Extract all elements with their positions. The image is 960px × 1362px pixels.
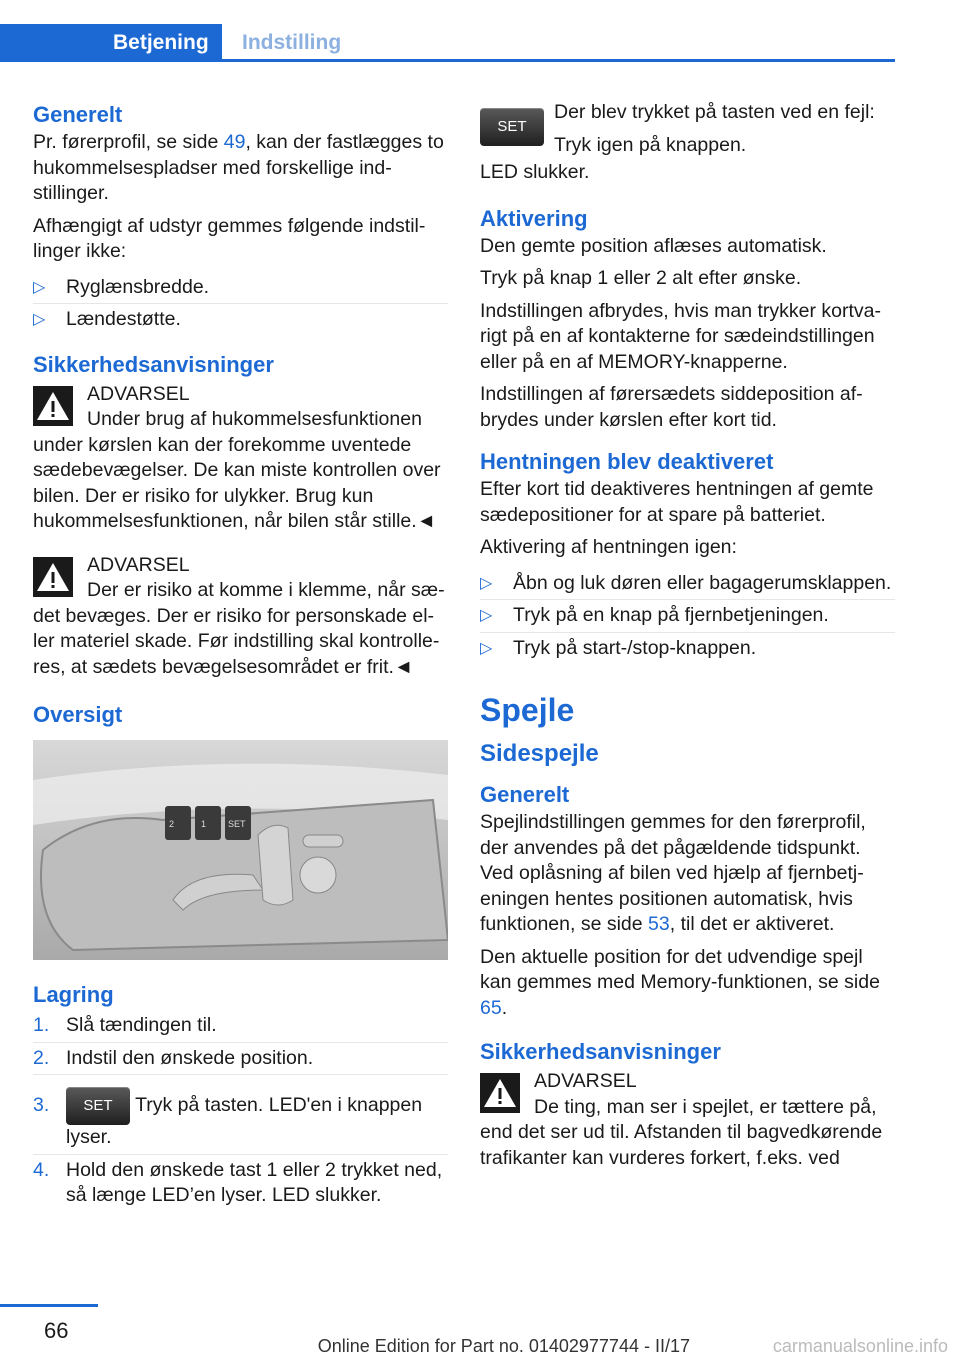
warning-title: ADVARSEL: [87, 553, 190, 576]
lagring-steps: [33, 1010, 448, 1212]
list-item-text: Ryglænsbredde.: [66, 275, 210, 298]
list-item: [480, 600, 895, 633]
warning-block-spejle: [480, 1067, 895, 1171]
aktivering-p1: Den gemte position aflæses automatisk.: [480, 234, 827, 257]
list-item: [33, 1075, 448, 1155]
list-item: [480, 633, 895, 665]
warning-text: Der er risiko at komme i klemme, når sædet bevæges. Der er risiko for personskade eller materiel skade. Før indstilling skal kontrolleres, at sædets bevægelsesområdet er frit.◄: [33, 579, 445, 678]
text-span: , kan der fastlægges to hukommelsespladser med forskellige indstillinger.: [33, 131, 444, 204]
warning-triangle-icon: [33, 386, 73, 426]
generelt-list: [33, 272, 448, 336]
text-span: Spejlindstillingen gemmes for den førerprofil, der anvendes på det pågældende tidspunkt. Ved oplåsning af bilen ved hjælp af fjernbetjeningen hentes positionen automatisk, hvis funktionen, se side: [480, 811, 866, 935]
hent-p1: Efter kort tid deaktiveres hentningen af gemte sædepositioner for at spare på batteriet.: [480, 478, 874, 526]
seat-button-2: 2: [169, 819, 175, 829]
aktivering-p4: Indstillingen af førersædets siddeposition afbrydes under kørslen efter kort tid.: [480, 383, 863, 431]
edition-text: Online Edition for Part no. 01402977744 - II/17: [317, 1336, 690, 1356]
spejle-p2: [480, 945, 895, 1022]
page-link-49[interactable]: 49: [223, 131, 246, 153]
step-number: 2.: [33, 1046, 50, 1069]
text-span: , til det er aktiveret.: [669, 913, 835, 935]
watermark-text: carmanualsonline.info: [772, 1336, 948, 1356]
warning-triangle-icon: [33, 557, 73, 597]
generelt-paragraph-1: [33, 130, 448, 207]
set-key-icon: SET: [480, 108, 544, 146]
hent-p2: Aktivering af hentningen igen:: [480, 536, 737, 558]
step-text: Hold den ønskede tast 1 eller 2 trykket ned, så længe LED’en lyser. LED slukker.: [66, 1158, 443, 1206]
step-number: 3.: [33, 1094, 50, 1116]
section-title-hentning: Hentningen blev deaktiveret: [480, 449, 774, 474]
page-link-65[interactable]: 65: [480, 996, 502, 1019]
warning-block-2: [33, 551, 448, 681]
step-number: 4.: [33, 1158, 50, 1181]
triangle-bullet-icon: ▷: [33, 278, 46, 296]
warning-title: ADVARSEL: [87, 382, 190, 405]
triangle-bullet-icon: ▷: [33, 311, 46, 328]
aktivering-p2: Tryk på knap 1 eller 2 alt efter ønske.: [480, 267, 802, 289]
set-key-icon: SET: [66, 1087, 130, 1125]
list-item: [480, 568, 895, 601]
list-item-text: Tryk på start-/stop-knappen.: [513, 636, 757, 659]
list-item-text: Lændestøtte.: [66, 308, 181, 330]
text-span: Den aktuelle position for det udvendige spejl kan gemmes med Memory-funktionen, se side: [480, 945, 880, 993]
section-title-sidespejle: Sidespejle: [480, 740, 599, 767]
seat-button-set: SET: [228, 819, 246, 829]
subsection-title-generelt: Generelt: [480, 782, 570, 807]
list-item: [33, 272, 448, 305]
list-item: [33, 1043, 448, 1076]
tab-indstilling[interactable]: Indstilling: [242, 31, 342, 54]
list-item: [33, 304, 448, 336]
left-column: [33, 100, 448, 1212]
section-title-sikkerhed: Sikkerhedsanvisninger: [33, 351, 274, 377]
warning-title: ADVARSEL: [534, 1070, 637, 1092]
spejle-p1: [480, 810, 895, 938]
generelt-paragraph-2: Afhængigt af udstyr gemmes følgende indstillinger ikke:: [33, 214, 426, 262]
right-column: [480, 100, 895, 1179]
step-number: 1.: [33, 1014, 50, 1036]
led-off-text: LED slukker.: [480, 161, 590, 183]
warning-block-1: [33, 380, 448, 535]
warning-text: Under brug af hukommelsesfunktionen under kørslen kan der forekomme uventede sædebevægelser. De kan miste kontrollen over bilen. Der er risiko for ulykker. Brug kun hukommelsesfunktionen, når bilen står stille.◄: [33, 408, 441, 532]
text-span: Pr. førerprofil, se side: [33, 131, 224, 153]
seat-button-1: 1: [201, 819, 207, 829]
step-text: Indstil den ønskede position.: [66, 1046, 314, 1069]
section-title-aktivering: Aktivering: [480, 205, 588, 231]
chapter-title-spejle: Spejle: [480, 692, 575, 728]
list-item-text: Tryk på en knap på fjernbetjeningen.: [513, 604, 829, 626]
page-link-53[interactable]: 53: [648, 913, 670, 935]
error-block: [480, 100, 895, 160]
step-text: Slå tændingen til.: [66, 1014, 217, 1036]
list-item: [33, 1155, 448, 1212]
hent-list: [480, 568, 895, 665]
seat-illustration: [33, 740, 448, 960]
triangle-bullet-icon: ▷: [480, 639, 493, 657]
footer-rule: [0, 1304, 98, 1307]
header-rule: [0, 59, 895, 62]
error-line-2: Tryk igen på knappen.: [554, 133, 747, 156]
list-item-text: Åbn og luk døren eller bagagerumsklappen.: [513, 571, 892, 594]
triangle-bullet-icon: ▷: [480, 574, 493, 592]
warning-text: De ting, man ser i spejlet, er tættere på, end det ser ud til. Afstanden til bagvedkørende trafikanter kan vurderes forkert, f.eks. ved: [480, 1095, 883, 1169]
text-span: .: [501, 996, 508, 1019]
section-title-oversigt: Oversigt: [33, 702, 123, 727]
warning-triangle-icon: [480, 1073, 520, 1113]
page-number: 66: [44, 1318, 69, 1343]
header-tabs: [0, 24, 895, 62]
list-item: [33, 1010, 448, 1043]
section-title-sikkerhed-spejle: Sikkerhedsanvisninger: [480, 1039, 721, 1064]
error-line-1: Der blev trykket på tasten ved en fejl:: [554, 101, 875, 123]
section-title-lagring: Lagring: [33, 982, 114, 1007]
step-text: Tryk på tasten. LED'en i knappen lyser.: [66, 1094, 423, 1148]
seat-controls-photo: [33, 740, 448, 960]
section-title-generelt: Generelt: [33, 102, 123, 127]
triangle-bullet-icon: ▷: [480, 607, 493, 624]
tab-betjening[interactable]: Betjening: [0, 24, 222, 62]
aktivering-p3: Indstillingen afbrydes, hvis man trykker kortvarigt på en af kontakterne for sædeindstillingen eller på en af MEMORY-knapperne.: [480, 299, 881, 373]
